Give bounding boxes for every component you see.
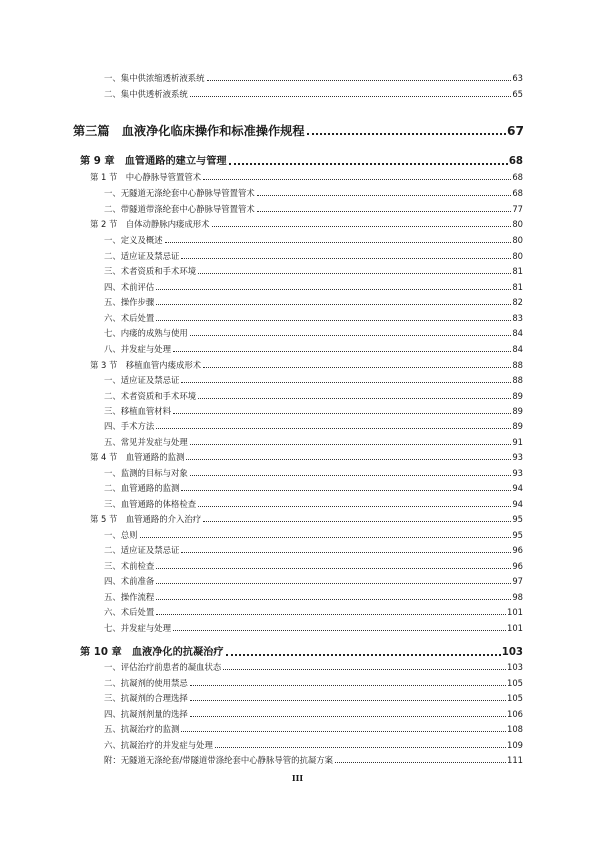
toc-entry-page: 101	[507, 607, 523, 617]
dot-leader	[156, 288, 511, 290]
toc-entry-title: 七、并发症与处理	[104, 623, 171, 633]
toc-entry-title: 第 2 节 自体动静脉内瘘成形术	[90, 219, 210, 229]
dot-leader	[181, 257, 511, 259]
toc-entry-title: 三、抗凝剂的合理选择	[104, 693, 188, 703]
toc-entry-page: 83	[512, 313, 523, 323]
dot-leader	[173, 629, 506, 631]
dot-leader	[190, 474, 512, 476]
subsection-entry[interactable]	[104, 662, 523, 672]
toc-entry-page: 68	[508, 156, 523, 167]
subsection-entry[interactable]	[104, 282, 523, 292]
toc-entry-page: 108	[507, 724, 523, 734]
toc-entry-title: 附：无隧道无涤纶套/带隧道带涤纶套中心静脉导管的抗凝方案	[104, 755, 333, 765]
subsection-entry[interactable]	[104, 266, 523, 276]
dot-leader	[186, 458, 511, 460]
toc-entry-title: 一、适应证及禁忌证	[104, 375, 180, 385]
toc-entry-title: 二、集中供透析液系统	[104, 89, 188, 99]
toc-entry-page: 98	[512, 592, 523, 602]
toc-entry-title: 三、术者资质和手术环境	[104, 266, 197, 276]
toc-entry-page: 81	[512, 266, 523, 276]
subsection-entry[interactable]	[104, 623, 523, 633]
section-entry[interactable]	[90, 514, 523, 524]
toc-entry-page: 97	[512, 576, 523, 586]
subsection-entry[interactable]	[104, 499, 523, 509]
subsection-entry[interactable]	[104, 328, 523, 338]
toc-entry-page: 103	[501, 647, 523, 658]
subsection-entry[interactable]	[104, 607, 523, 617]
dot-leader	[223, 668, 506, 670]
toc-entry-title: 四、手术方法	[104, 421, 155, 431]
toc-entry-title: 第 10 章 血液净化的抗凝治疗	[80, 647, 224, 658]
toc-entry-page: 84	[512, 344, 523, 354]
subsection-entry[interactable]	[104, 545, 523, 555]
dot-leader	[307, 132, 506, 135]
subsection-entry[interactable]	[104, 375, 523, 385]
toc-entry-title: 四、术前准备	[104, 576, 155, 586]
toc-entry-title: 三、术前检查	[104, 561, 155, 571]
toc-entry-title: 二、术者资质和手术环境	[104, 391, 197, 401]
toc-entry-title: 六、术后处置	[104, 607, 155, 617]
toc-entry-title: 二、带隧道带涤纶套中心静脉导管置管术	[104, 204, 255, 214]
dot-leader	[190, 715, 506, 717]
subsection-entry[interactable]	[104, 89, 523, 99]
dot-leader	[181, 551, 511, 553]
dot-leader	[190, 334, 512, 336]
dot-leader	[198, 397, 511, 399]
toc-entry-title: 一、定义及概述	[104, 235, 163, 245]
toc-entry-page: 82	[512, 297, 523, 307]
toc-entry-title: 二、抗凝剂的使用禁忌	[104, 678, 188, 688]
toc-entry-title: 四、抗凝剂剂量的选择	[104, 709, 188, 719]
dot-leader	[226, 653, 501, 656]
toc-entry-title: 五、操作流程	[104, 592, 155, 602]
toc-entry-page: 68	[512, 172, 523, 182]
section-entry[interactable]	[90, 360, 523, 370]
toc-entry-title: 五、常见并发症与处理	[104, 437, 188, 447]
toc-entry-page: 105	[507, 693, 523, 703]
subsection-entry[interactable]	[104, 251, 523, 261]
dot-leader	[173, 412, 511, 414]
toc-entry-title: 第 9 章 血管通路的建立与管理	[80, 156, 227, 167]
subsection-entry[interactable]	[104, 709, 523, 719]
subsection-entry[interactable]	[104, 188, 523, 198]
section-entry[interactable]	[90, 219, 523, 229]
dot-leader	[190, 95, 512, 97]
toc-entry-page: 109	[507, 740, 523, 750]
part-entry[interactable]	[73, 124, 524, 138]
toc-entry-title: 二、适应证及禁忌证	[104, 545, 180, 555]
toc-entry-title: 六、抗凝治疗的并发症与处理	[104, 740, 213, 750]
subsection-entry[interactable]	[104, 437, 523, 447]
dot-leader	[181, 381, 511, 383]
toc-entry-title: 五、抗凝治疗的监测	[104, 724, 180, 734]
dot-leader	[181, 730, 506, 732]
subsection-entry[interactable]	[104, 724, 523, 734]
dot-leader	[335, 761, 506, 763]
subsection-entry[interactable]	[104, 297, 523, 307]
subsection-entry[interactable]	[104, 421, 523, 431]
dot-leader	[140, 536, 512, 538]
dot-leader	[198, 505, 511, 507]
chapter-entry[interactable]	[80, 156, 523, 168]
toc-entry-page: 111	[507, 755, 523, 765]
toc-entry-title: 五、操作步骤	[104, 297, 155, 307]
toc-entry-title: 二、适应证及禁忌证	[104, 251, 180, 261]
subsection-entry[interactable]	[104, 204, 523, 214]
subsection-entry[interactable]	[104, 678, 523, 688]
toc-entry-title: 二、血管通路的监测	[104, 483, 180, 493]
toc-entry-page: 81	[512, 282, 523, 292]
toc-entry-page: 93	[512, 452, 523, 462]
toc-entry-title: 第 5 节 血管通路的介入治疗	[90, 514, 202, 524]
subsection-entry[interactable]	[104, 313, 523, 323]
toc-entry-page: 80	[512, 251, 523, 261]
subsection-entry[interactable]	[104, 73, 523, 83]
dot-leader	[203, 520, 511, 522]
toc-entry-page: 95	[512, 514, 523, 524]
toc-entry-title: 一、评估治疗前患者的凝血状态	[104, 662, 222, 672]
subsection-entry[interactable]	[104, 592, 523, 602]
toc-entry-title: 第三篇 血液净化临床操作和标准操作规程	[73, 124, 305, 138]
toc-entry-page: 94	[512, 499, 523, 509]
toc-entry-page: 89	[512, 406, 523, 416]
subsection-entry[interactable]	[104, 693, 523, 703]
section-entry[interactable]	[90, 172, 523, 182]
toc-entry-page: 103	[507, 662, 523, 672]
dot-leader	[156, 567, 511, 569]
toc-entry-page: 67	[507, 124, 524, 138]
dot-leader	[203, 178, 511, 180]
toc-entry-title: 第 1 节 中心静脉导管置管术	[90, 172, 202, 182]
toc-entry-page: 77	[512, 204, 523, 214]
dot-leader	[212, 225, 512, 227]
toc-entry-page: 101	[507, 623, 523, 633]
subsection-entry[interactable]	[104, 755, 523, 765]
toc-entry-title: 一、总则	[104, 530, 138, 540]
toc-entry-page: 80	[512, 235, 523, 245]
toc-entry-title: 七、内瘘的成熟与使用	[104, 328, 188, 338]
dot-leader	[156, 303, 511, 305]
toc-entry-page: 88	[512, 375, 523, 385]
dot-leader	[207, 79, 512, 81]
dot-leader	[165, 241, 512, 243]
subsection-entry[interactable]	[104, 235, 523, 245]
dot-leader	[156, 582, 511, 584]
dot-leader	[190, 684, 506, 686]
toc-entry-page: 94	[512, 483, 523, 493]
toc-entry-page: 96	[512, 545, 523, 555]
dot-leader	[229, 162, 508, 165]
toc-entry-title: 三、移植血管材料	[104, 406, 171, 416]
toc-entry-title: 第 3 节 移植血管内瘘成形术	[90, 360, 202, 370]
subsection-entry[interactable]	[104, 344, 523, 354]
dot-leader	[215, 746, 506, 748]
subsection-entry[interactable]	[104, 483, 523, 493]
toc-entry-page: 84	[512, 328, 523, 338]
chapter-entry[interactable]	[80, 647, 523, 659]
subsection-entry[interactable]	[104, 406, 523, 416]
toc-entry-page: 106	[507, 709, 523, 719]
dot-leader	[156, 427, 511, 429]
toc-entry-page: 105	[507, 678, 523, 688]
dot-leader	[190, 699, 506, 701]
toc-entry-page: 89	[512, 421, 523, 431]
dot-leader	[257, 210, 512, 212]
toc-entry-title: 第 4 节 血管通路的监测	[90, 452, 185, 462]
dot-leader	[257, 194, 512, 196]
toc-entry-page: 96	[512, 561, 523, 571]
toc-entry-title: 四、术前评估	[104, 282, 155, 292]
subsection-entry[interactable]	[104, 530, 523, 540]
toc-entry-title: 八、并发症与处理	[104, 344, 171, 354]
dot-leader	[198, 272, 511, 274]
toc-entry-page: 91	[512, 437, 523, 447]
subsection-entry[interactable]	[104, 561, 523, 571]
dot-leader	[190, 443, 512, 445]
subsection-entry[interactable]	[104, 740, 523, 750]
toc-entry-title: 三、血管通路的体格检查	[104, 499, 197, 509]
dot-leader	[181, 489, 511, 491]
toc-entry-page: 63	[512, 73, 523, 83]
section-entry[interactable]	[90, 452, 523, 462]
subsection-entry[interactable]	[104, 468, 523, 478]
page-number: III	[291, 773, 304, 783]
toc-entry-page: 80	[512, 219, 523, 229]
dot-leader	[203, 366, 511, 368]
toc-entry-page: 65	[512, 89, 523, 99]
toc-entry-title: 六、术后处置	[104, 313, 155, 323]
toc-entry-title: 一、集中供浓缩透析液系统	[104, 73, 205, 83]
subsection-entry[interactable]	[104, 576, 523, 586]
toc-entry-title: 一、监测的目标与对象	[104, 468, 188, 478]
toc-entry-page: 95	[512, 530, 523, 540]
toc-entry-page: 68	[512, 188, 523, 198]
toc-entry-page: 88	[512, 360, 523, 370]
dot-leader	[156, 613, 506, 615]
dot-leader	[156, 319, 511, 321]
dot-leader	[156, 598, 511, 600]
toc-entry-page: 93	[512, 468, 523, 478]
subsection-entry[interactable]	[104, 391, 523, 401]
toc-entry-title: 一、无隧道无涤纶套中心静脉导管置管术	[104, 188, 255, 198]
toc-entry-page: 89	[512, 391, 523, 401]
dot-leader	[173, 350, 511, 352]
